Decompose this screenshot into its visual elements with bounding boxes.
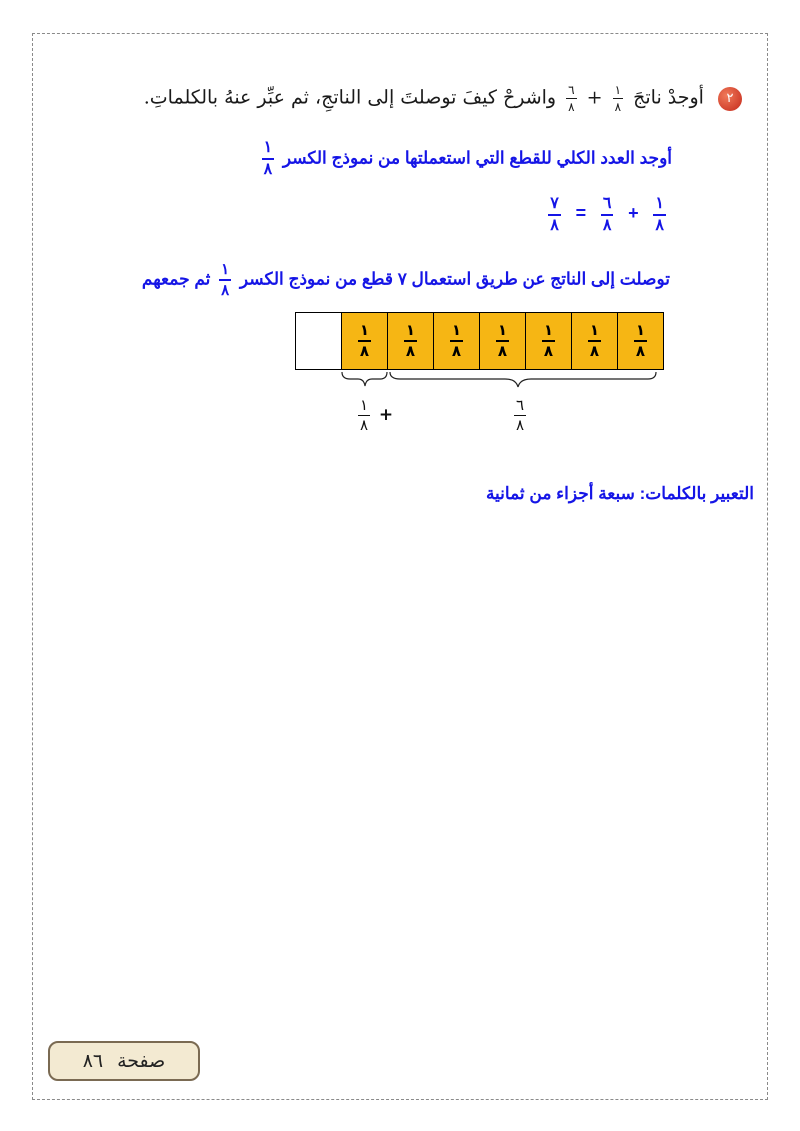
fraction-numerator: ١ [451,321,462,339]
cell-fraction-label [404,323,417,359]
fraction-numerator: ٧ [550,195,559,212]
fraction-one-eighth [219,262,231,298]
equals-sign: = [575,203,587,224]
answer-text-end: ثم جمعهم [141,269,211,289]
page-number: ٨٦ [82,1050,104,1072]
fraction-one-eighth [653,196,666,234]
fraction-denominator: ٨ [635,342,646,360]
fraction-denominator: ٨ [568,100,575,114]
fraction-numerator: ٦ [602,195,612,212]
page-border [32,33,768,1100]
fraction-strip-model [296,312,664,370]
fraction-numerator: ١ [359,321,370,339]
fraction-denominator: ٨ [359,342,370,360]
grouping-braces [340,370,670,396]
strip-cell-filled [479,312,526,370]
strip-cell-filled [525,312,572,370]
brace-label-one-eighth [354,398,393,433]
fraction-numerator: ١ [405,321,416,339]
fraction-denominator: ٨ [516,416,525,434]
answer-text: توصلت إلى الناتج عن طريق استعمال ٧ قطع من نموذج الكسر [239,269,670,289]
fraction-denominator: ٨ [451,342,462,360]
fraction-numerator: ١ [360,396,369,414]
fraction-six-eighths [566,84,576,113]
fraction-one-eighth [262,140,275,178]
fraction-seven-eighths [548,196,561,234]
question-text-start: أوجدْ ناتجَ [633,86,704,109]
fraction-denominator: ٨ [601,214,614,234]
fraction-numerator: ١ [614,83,622,97]
cell-fraction-label [450,323,463,359]
fraction-denominator: ٨ [653,214,666,234]
fraction-one-eighth [358,398,370,433]
cell-fraction-label [588,323,601,359]
fraction-denominator: ٨ [543,342,554,360]
strip-cell-filled [433,312,480,370]
fraction-numerator: ١ [543,321,554,339]
equation [542,196,672,234]
cell-fraction-label [358,323,371,359]
fraction-numerator: ١ [655,195,664,212]
strip-cell-filled [387,312,434,370]
answer-in-words: التعبير بالكلمات: سبعة أجزاء من ثمانية [485,484,754,503]
brace-label-six-eighths [510,398,530,433]
fraction-six-eighths [514,398,526,433]
question-line [42,84,742,113]
page-word: صفحة [117,1050,166,1072]
fraction-denominator: ٨ [360,416,369,434]
fraction-numerator: ١ [263,139,273,156]
strip-cell-filled [341,312,388,370]
fraction-numerator: ٦ [516,396,525,414]
brace-six-eighths [390,372,656,387]
fraction-denominator: ٨ [219,279,231,298]
answer-text: أوجد العدد الكلي للقطع التي استعملتها من نموذج الكسر [282,148,672,168]
fraction-denominator: ٨ [614,100,622,114]
fraction-denominator: ٨ [405,342,416,360]
cell-fraction-label [542,323,555,359]
question-number-badge: ٢ [718,87,742,111]
fraction-one-eighth [613,84,623,113]
fraction-numerator: ١ [497,321,508,339]
plus-sign: + [586,86,603,109]
plus-sign: + [628,203,639,224]
answer-line-total-pieces [258,140,672,178]
fraction-numerator: ١ [589,321,600,339]
fraction-denominator: ٨ [589,342,600,360]
brace-one-eighth [342,372,387,386]
strip-cell-empty [295,312,342,370]
strip-cell-filled [571,312,618,370]
strip-cell-filled [617,312,664,370]
cell-fraction-label [496,323,509,359]
fraction-denominator: ٨ [497,342,508,360]
answer-line-explanation [142,262,670,298]
page-number-tag [48,1041,200,1081]
fraction-denominator: ٨ [548,214,561,234]
plus-sign: + [378,405,394,425]
fraction-numerator: ١ [635,321,646,339]
fraction-numerator: ٦ [568,83,575,97]
fraction-numerator: ١ [221,261,230,278]
question-text-end: واشرحْ كيفَ توصلتَ إلى الناتجِ، ثم عبِّر عنهُ بالكلماتِ. [143,86,557,109]
fraction-six-eighths [601,196,614,234]
fraction-denominator: ٨ [262,158,275,178]
cell-fraction-label [634,323,647,359]
